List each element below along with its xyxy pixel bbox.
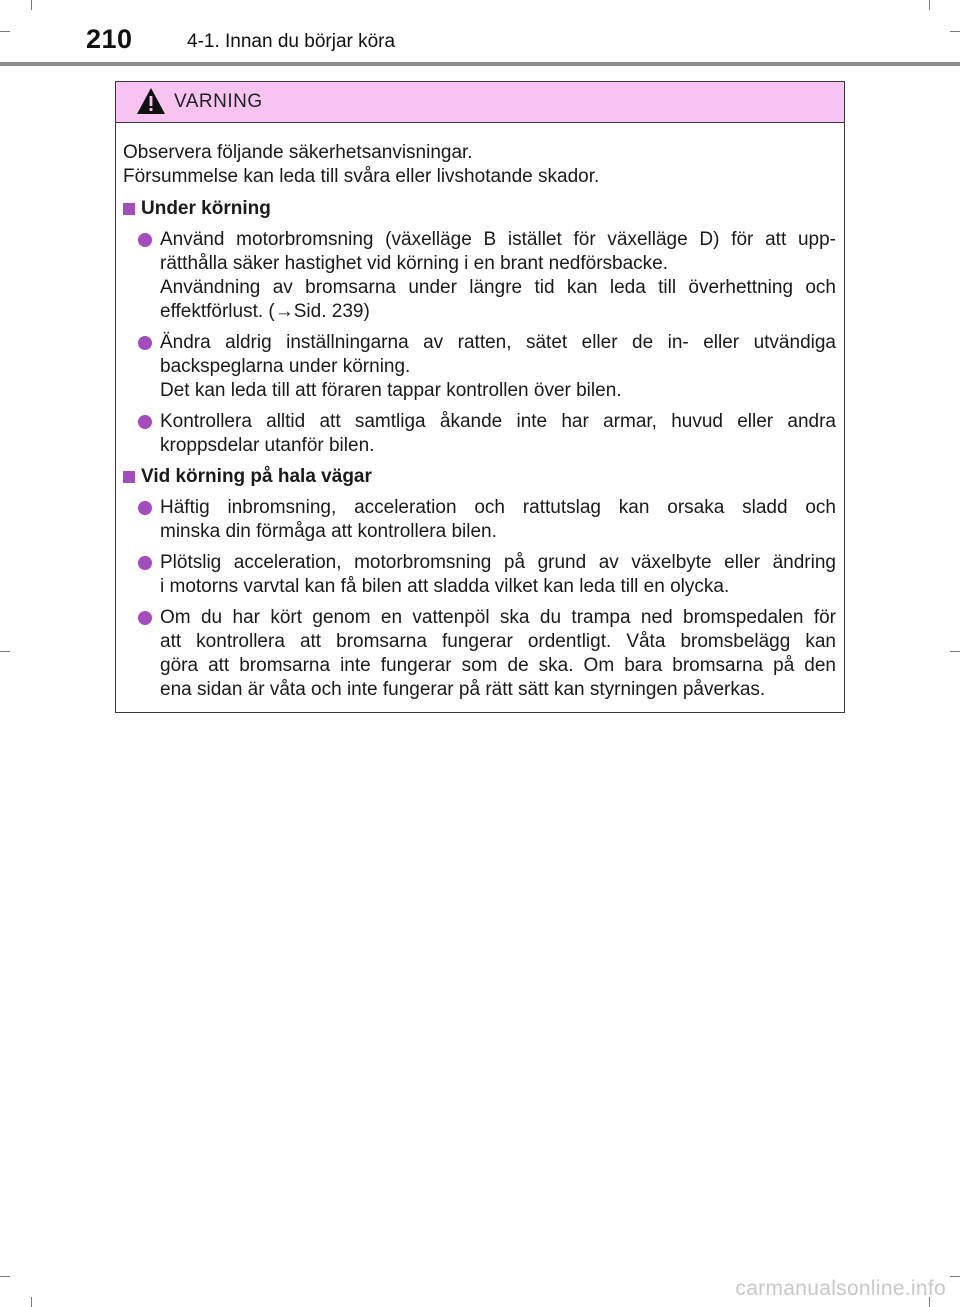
watermark: carmanualsonline.info — [735, 1277, 946, 1300]
bullet-line: göra att bromsarna inte fungerar som de ska. Om bara bromsarna på den — [160, 655, 836, 676]
round-bullet-icon — [138, 415, 152, 429]
bullet-line: Det kan leda till att föraren tappar kontrollen över bilen. — [160, 380, 622, 401]
section-heading — [123, 465, 836, 489]
bullet-item — [123, 551, 836, 599]
bullet-line: Om du har kört genom en vattenpöl ska du trampa ned bromspedalen för — [160, 607, 836, 628]
round-bullet-icon — [138, 336, 152, 350]
page-number: 210 — [86, 24, 133, 54]
bullet-item — [123, 606, 836, 702]
warning-triangle-icon — [136, 87, 166, 115]
bullet-item — [123, 331, 836, 403]
bullet-line: kroppsdelar utanför bilen. — [160, 435, 375, 456]
section-heading-text: Vid körning på hala vägar — [141, 466, 372, 487]
bullet-item — [123, 496, 836, 544]
bullet-line: Använd motorbromsning (växelläge B istället för växelläge D) för att upp- — [160, 229, 836, 250]
section-heading — [123, 197, 836, 221]
warning-title: VARNING — [174, 91, 263, 112]
bullet-line: backspeglarna under körning. — [160, 356, 411, 377]
bullet-line: Kontrollera alltid att samtliga åkande inte har armar, huvud eller andra — [160, 411, 836, 432]
bullet-line: rätthålla säker hastighet vid körning i en brant nedförsbacke. — [160, 253, 669, 274]
bullet-item — [123, 228, 836, 324]
warning-intro — [123, 141, 836, 189]
round-bullet-icon — [138, 556, 152, 570]
intro-line: Försummelse kan leda till svåra eller livshotande skador. — [123, 166, 600, 187]
bullet-line: i motorns varvtal kan få bilen att sladda vilket kan leda till en olycka. — [160, 576, 730, 597]
page-header — [0, 0, 960, 70]
bullet-line: minska din förmåga att kontrollera bilen. — [160, 521, 497, 542]
crop-mark — [950, 1276, 960, 1277]
square-bullet-icon — [123, 471, 135, 483]
crop-mark — [0, 651, 10, 652]
warning-body — [116, 123, 844, 702]
bullet-line: Häftig inbromsning, acceleration och rattutslag kan orsaka sladd och — [160, 497, 836, 518]
crop-mark — [0, 1276, 10, 1277]
bullet-line: Ändra aldrig inställningarna av ratten, sätet eller de in- eller utvändiga — [160, 332, 836, 353]
crop-mark — [950, 651, 960, 652]
bullet-item — [123, 410, 836, 458]
round-bullet-icon — [138, 501, 152, 515]
round-bullet-icon — [138, 233, 152, 247]
square-bullet-icon — [123, 203, 135, 215]
bullet-line: effektförlust. (→Sid. 239) — [160, 301, 370, 322]
intro-line: Observera följande säkerhetsanvisningar. — [123, 142, 473, 163]
warning-header — [116, 82, 844, 123]
round-bullet-icon — [138, 611, 152, 625]
warning-box — [115, 81, 845, 713]
bullet-line: Användning av bromsarna under längre tid kan leda till överhettning och — [160, 277, 836, 298]
section-heading-text: Under körning — [141, 198, 271, 219]
crop-mark — [31, 1297, 32, 1307]
bullet-line: att kontrollera att bromsarna fungerar ordentligt. Våta bromsbelägg kan — [160, 631, 836, 652]
bullet-line: ena sidan är våta och inte fungerar på rätt sätt kan styrningen påverkas. — [160, 679, 766, 700]
section-title: 4-1. Innan du börjar köra — [187, 31, 396, 52]
bullet-line: Plötslig acceleration, motorbromsning på grund av växelbyte eller ändring — [160, 552, 836, 573]
header-divider — [0, 62, 960, 66]
